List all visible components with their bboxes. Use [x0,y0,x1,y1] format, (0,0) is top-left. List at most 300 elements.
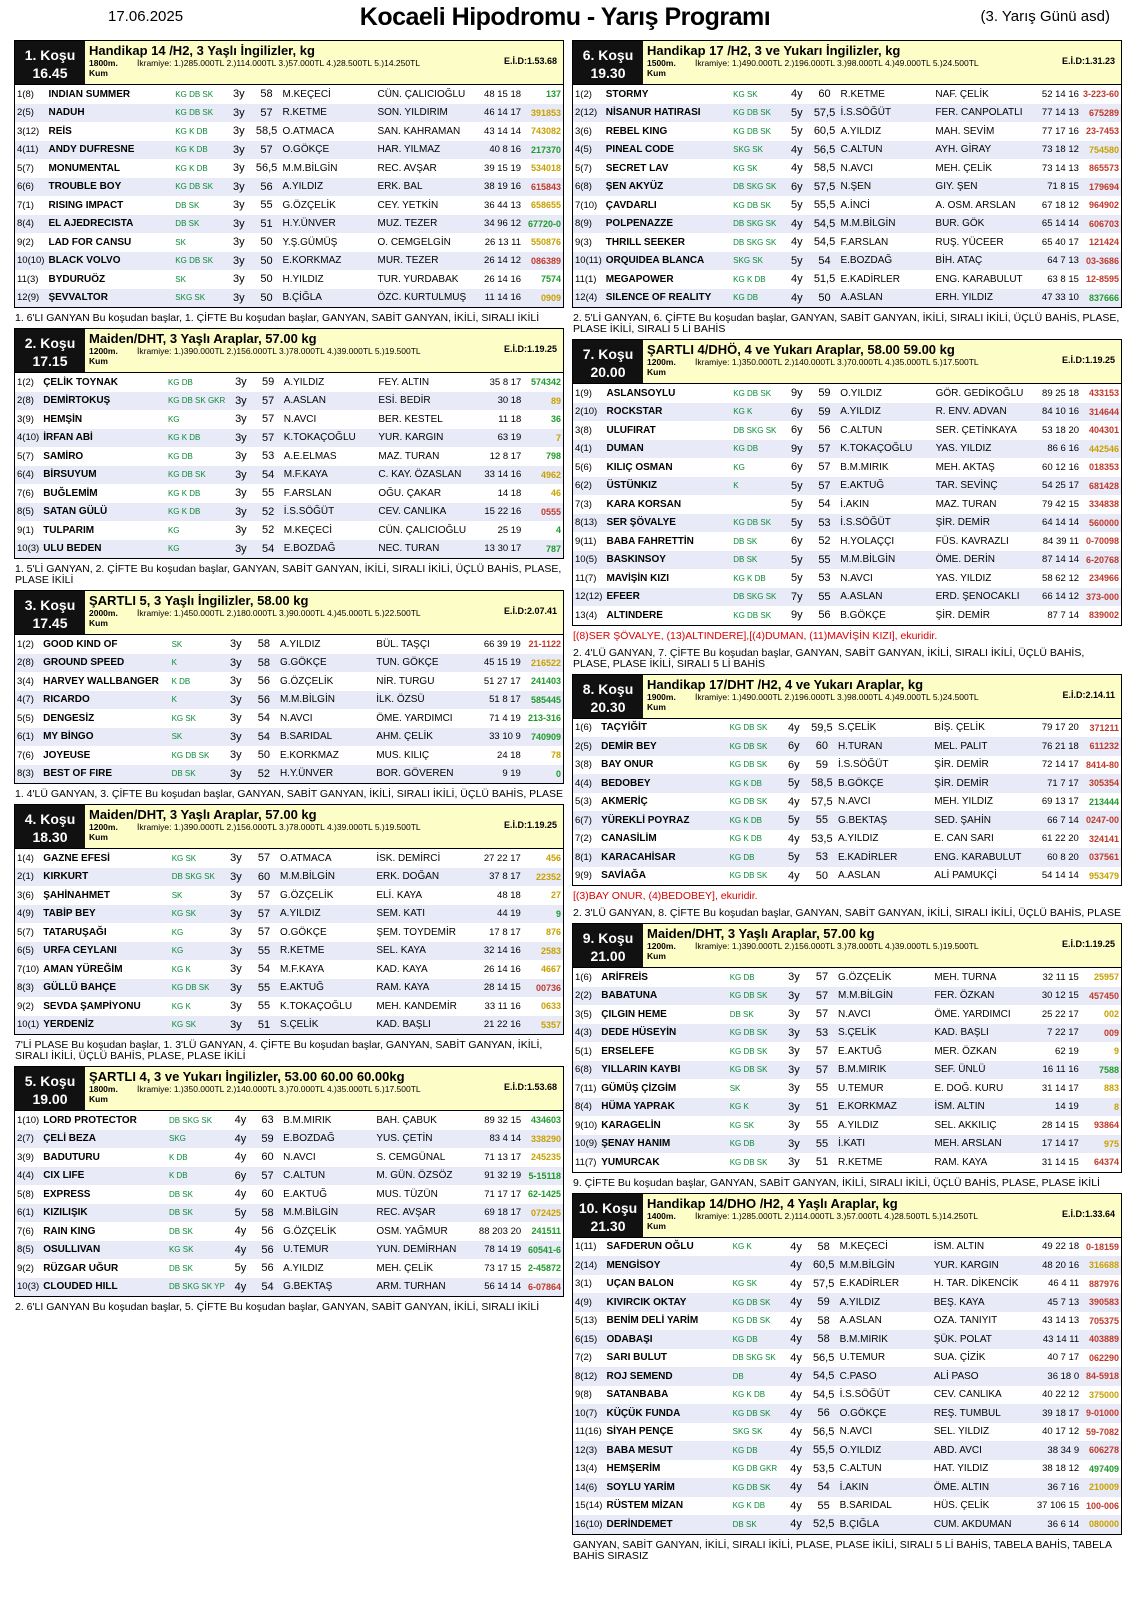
trainer: BER. KESTEL [378,413,443,425]
horse-name: BAY ONUR [601,759,654,771]
horse-name: EL AJEDRECISTA [48,218,134,230]
equipment: DB SK [732,1519,757,1529]
jockey: A.ASLAN [840,591,883,603]
page-header [0,0,1130,40]
weight: 55 [260,199,273,212]
horse-name: DENGESİZ [43,712,95,724]
equipment: KG DB SK [733,518,772,528]
entries-table [15,1111,563,1296]
last-six: 062290 [1088,1352,1119,1363]
trainer: OSM. YAĞMUR [376,1225,448,1237]
last-six: 390583 [1088,1297,1119,1308]
equipment: KG SK [171,713,197,723]
last-six: 403889 [1088,1334,1119,1345]
weight: 58 [817,1333,830,1346]
horse-age: 3y [235,450,247,463]
last-six: 4962 [540,469,561,480]
last-six: 78 [550,750,561,761]
race-prize: İkramiye: 1.)285.000TL 2.)114.000TL 3.)57.000TL 4.)28.500TL 5.)14.250TL [695,1210,979,1221]
weight: 53 [815,851,829,864]
horse-age: 3y [788,1082,800,1095]
jockey: M.M.BİLGİN [282,162,338,174]
post-number: 9(8) [575,1389,592,1401]
race-header [15,1067,563,1111]
weight: 60,5 [813,125,836,138]
form: 31 14 15 [1041,1156,1079,1168]
last-six: 433153 [1088,388,1119,399]
weight: 53 [818,572,831,585]
jockey: İ.AKIN [840,498,870,510]
horse-name: KÜÇÜK FUNDA [606,1407,681,1419]
jockey: G.ÖZÇELİK [282,199,336,211]
entries-table [573,1238,1121,1534]
trainer: İLK. ÖZSÜ [376,694,425,706]
trainer: SEL. AKKILIÇ [934,1119,997,1131]
weight: 56 [261,1262,274,1275]
trainer: ERD. ŞENOCAKLI [935,591,1020,603]
weight: 56 [818,424,831,437]
post-number: 1(8) [17,88,34,100]
last-six: 705375 [1088,1315,1119,1326]
race-block [14,328,564,559]
race-details [647,357,1117,377]
table-row [573,1238,1121,1257]
jockey: İ.S.SÖĞÜT [839,1389,891,1401]
post-number: 1(4) [17,852,34,864]
table-row [573,1404,1121,1423]
form: 45 15 19 [483,657,521,669]
table-row [573,477,1121,496]
table-row [15,466,563,485]
last-six: 550876 [530,237,561,248]
table-row [15,429,563,448]
last-six: 03-3686 [1085,255,1119,266]
table-row [15,1111,563,1130]
horse-age: 3y [229,693,242,706]
race-time: 18.30 [32,829,68,845]
horse-age: 4y [234,1114,247,1127]
form: 87 14 14 [1042,554,1080,566]
form: 61 22 20 [1041,833,1079,845]
equipment: SK [171,890,183,900]
horse-age: 3y [232,236,245,249]
horse-age: 3y [230,1018,242,1031]
equipment: KG SK [171,853,197,863]
last-six: 675289 [1088,107,1119,118]
jockey: R.KETME [838,1156,883,1168]
jockey: A.YILDIZ [838,1119,879,1131]
last-six: 22352 [535,871,561,882]
jockey: İ.S.SÖĞÜT [840,517,891,529]
equipment: KG K DB [732,1501,766,1511]
race-time: 17.45 [32,615,68,631]
equipment: KG K DB [729,834,763,844]
last-six: 0-70098 [1085,536,1119,547]
last-six: 234966 [1088,573,1119,584]
horse-name: BASKINSOY [606,554,666,566]
jockey: E.KADİRLER [839,1278,900,1290]
last-six: 179694 [1088,181,1119,192]
horse-age: 3y [230,926,242,939]
post-number: 7(6) [17,487,34,499]
equipment: KG DB SK [729,991,768,1001]
post-number: 3(1) [575,1278,592,1290]
horse-age: 4y [790,291,803,304]
horse-age: 4y [234,1132,247,1145]
horse-name: ANDY DUFRESNE [48,144,135,156]
horse-name: ROCKSTAR [606,406,663,418]
table-row [573,196,1121,215]
weight: 52,5 [812,1518,835,1531]
horse-age: 4y [790,1425,802,1438]
table-row [573,1005,1121,1024]
form: 91 32 19 [484,1170,522,1182]
race-details [89,608,559,628]
post-number: 10(9) [575,1138,598,1150]
equipment: K [733,481,739,491]
race-distance: 1500m. Kum [647,58,676,78]
form: 30 18 [497,395,522,407]
jockey: E.BOZDAĞ [840,255,893,267]
weight: 56 [261,1243,274,1256]
last-six: 245235 [530,1152,561,1163]
trainer: AYH. GİRAY [935,144,992,156]
last-six: 434603 [530,1115,561,1126]
horse-name: DERİNDEMET [606,1518,673,1530]
post-number: 9(2) [17,1262,34,1274]
table-row [573,270,1121,289]
equipment: KG [167,525,180,535]
weight: 57 [261,413,275,426]
last-six: 4667 [540,964,561,975]
form: 77 14 13 [1041,107,1079,119]
form: 84 39 11 [1042,535,1080,547]
last-six: 21-1122 [528,639,561,650]
last-six: 0633 [540,1001,561,1012]
race-title: ŞARTLI 4, 3 ve Yukarı İngilizler, 53.00 60.00 60.00kg [89,1069,405,1084]
horse-age: 3y [232,199,245,212]
horse-name: KIVIRCIK OKTAY [606,1296,687,1308]
coupled-entry-note: [(3)BAY ONUR, (4)BEDOBEY], ekuridir. [573,890,758,902]
trainer: TUR. YURDABAK [377,273,459,285]
jockey: M.KEÇECİ [283,524,333,536]
jockey: İ.S.SÖĞÜT [837,759,889,771]
jockey: A.YILDIZ [280,908,321,920]
page-title: Kocaeli Hipodromu - Yarış Programı [359,3,771,31]
horse-name: ODABAŞI [606,1333,653,1345]
table-row [15,1016,563,1035]
table-row [573,178,1121,197]
horse-age: 3y [235,394,247,407]
table-row [15,728,563,747]
form: 39 18 17 [1042,1407,1080,1419]
jockey: N.AVCI [839,1426,873,1438]
trainer: ALİ PAMUKÇİ [934,870,997,882]
race-record: E.İ.D:1.19.25 [1061,939,1115,949]
horse-age: 3y [788,1137,800,1150]
jockey: A.İNCİ [840,199,870,211]
horse-name: GÜLLÜ BAHÇE [43,982,117,994]
trainer: E. CAN SARI [934,833,994,845]
trainer: ESİ. BEDİR [378,395,431,407]
trainer: ŞİR. DEMİR [935,609,991,621]
trainer: HÜS. ÇELİK [933,1500,990,1512]
race-prize: İkramiye: 1.)490.000TL 2.)196.000TL 3.)98.000TL 4.)49.000TL 5.)24.500TL [695,691,979,702]
weight: 58 [817,1314,830,1327]
horse-name: SATANBABA [606,1389,669,1401]
jockey: M.M.BİLGİN [279,694,335,706]
post-number: 5(5) [17,712,34,724]
last-six: 002 [1103,1009,1119,1020]
horse-age: 3y [230,889,242,902]
horse-name: EFEER [606,591,640,603]
table-row [573,495,1121,514]
equipment [731,1256,783,1275]
form: 12 8 17 [489,450,522,462]
table-row [573,252,1121,271]
horse-age: 4y [790,1333,802,1346]
last-six: 086389 [530,255,561,266]
form: 28 14 15 [483,982,521,994]
trainer: BAH. ÇABUK [376,1114,437,1126]
equipment: KG DB [729,1139,755,1149]
last-six: 64374 [1093,1157,1119,1168]
race-info [643,675,1121,718]
form: 48 18 [497,889,521,901]
equipment: SKG SK [733,145,763,155]
jockey: C.ALTUN [839,1463,882,1475]
post-number: 10(5) [575,554,598,566]
horse-age: 4y [790,217,803,230]
table-row [15,979,563,998]
entries-table [573,384,1121,625]
post-number: 3(9) [17,1151,34,1163]
equipment [731,495,783,514]
program-date: 17.06.2025 [108,8,184,25]
equipment: KG [167,544,180,554]
form: 37 106 15 [1036,1500,1080,1512]
weight: 59 [815,758,829,771]
horse-name: ÇAVDARLI [605,199,657,211]
horse-name: LAD FOR CANSU [48,236,132,248]
horse-name: SARI BULUT [606,1352,668,1364]
horse-age: 6y [787,740,800,753]
weight: 58 [260,88,273,101]
horse-age: 4y [790,1481,802,1494]
trainer: E. DOĞ. KURU [934,1082,1004,1094]
horse-name: DEMİR BEY [601,740,657,752]
table-row [573,1515,1121,1534]
horse-age: 5y [790,199,803,212]
race-prize: İkramiye: 1.)390.000TL 2.)156.000TL 3.)78.000TL 4.)39.000TL 5.)19.500TL [137,346,421,356]
equipment: KG SK [733,163,758,173]
last-six: 84-5918 [1085,1371,1119,1382]
table-row [15,849,563,868]
horse-name: ÜSTÜNKIZ [606,480,658,492]
trainer: SEL. KAYA [376,945,426,957]
horse-name: KILIÇ OSMAN [606,461,673,473]
horse-name: BENİM DELİ YARİM [606,1315,699,1327]
post-number: 6(8) [575,181,592,193]
horse-age: 3y [232,162,245,175]
race-header [573,1194,1121,1238]
post-number: 7(10) [575,199,598,211]
equipment: KG SK [171,909,197,919]
horse-age: 3y [230,852,242,865]
trainer: OZA. TANIYIT [933,1315,998,1327]
post-number: 10(7) [575,1407,598,1419]
last-six: 615843 [530,181,561,192]
bet-types-note: 2. 5'Lİ GANYAN, 6. ÇİFTE Bu koşudan başlar, GANYAN, SABİT GANYAN, İKİLİ, SIRALI İKİLİ, ÜÇLÜ BAHİS, PLASE, PLASE İKİLİ, SIRALI 5 Lİ BAHİS [573,312,1120,335]
post-number: 2(5) [17,107,34,119]
table-row [573,1478,1121,1497]
table-row [15,1148,563,1167]
race-header [573,41,1121,85]
equipment: SK [171,732,183,742]
last-six: 27 [550,890,561,901]
trainer: KAD. KAYA [376,963,428,975]
jockey: M.M.BİLGİN [280,871,336,883]
horse-name: GROUND SPEED [43,657,125,669]
form: 73 18 12 [1041,144,1079,156]
post-number: 6(4) [17,469,34,481]
horse-age: 5y [791,572,803,585]
horse-age: 4y [234,1151,247,1164]
race-number-box [15,591,85,634]
last-six: 7 [555,432,561,443]
horse-age: 3y [230,981,242,994]
equipment: SKG SK [733,256,763,266]
last-six: 210009 [1088,1482,1119,1493]
equipment: KG DB [732,1334,758,1344]
equipment: KG DB [733,293,759,303]
trainer: S. CEMGÜNAL [376,1151,446,1163]
table-row [573,289,1121,308]
horse-age: 3y [230,1000,242,1013]
last-six: 457450 [1088,990,1119,1001]
table-row [15,540,563,559]
form: 54 14 14 [1041,870,1079,882]
form: 33 14 16 [484,469,522,481]
form: 32 11 15 [1042,971,1079,983]
last-six: 681428 [1088,480,1119,491]
equipment: DB SKG SK YP [168,1282,225,1292]
form: 13 30 17 [484,543,522,555]
jockey: C.ALTUN [283,1170,326,1182]
entries-table [15,849,563,1034]
last-six: 080000 [1088,1519,1119,1530]
horse-name: PINEAL CODE [605,144,674,156]
horse-age: 4y [787,832,800,845]
horse-age: 4y [790,162,803,175]
last-six: 883 [1103,1083,1119,1094]
table-row [573,85,1121,104]
last-six: 7574 [540,274,561,285]
jockey: N.AVCI [840,162,874,174]
form: 66 7 14 [1047,814,1079,826]
jockey: N.AVCI [283,1151,316,1163]
jockey: B.ÇIĞLA [839,1518,880,1530]
horse-name: TULPARIM [43,524,95,536]
trainer: ENG. KARABULUT [934,851,1022,863]
table-row [15,289,563,308]
jockey: C.ALTUN [840,144,883,156]
last-six: 6-07864 [527,1281,561,1292]
horse-age: 7y [791,590,803,603]
table-row [15,997,563,1016]
jockey: A.YILDIZ [837,833,879,845]
jockey: A.YILDIZ [283,1262,324,1274]
post-number: 2(12) [575,107,598,119]
weight: 55,5 [813,199,836,212]
race-prize: İkramiye: 1.)350.000TL 2.)140.000TL 3.)70.000TL 4.)35.000TL 5.)17.500TL [695,357,979,367]
horse-age: 3y [229,730,242,743]
race-title: Handikap 17 /H2, 3 ve Yukarı İngilizler, kg [647,43,901,58]
jockey: F.ARSLAN [840,236,889,248]
right-column [572,40,1122,1566]
horse-name: KIZILIŞIK [43,1207,88,1219]
horse-name: KIRKURT [43,871,89,883]
horse-age: 4y [234,1280,247,1293]
weight: 60 [261,1151,274,1164]
bet-types-note: 1. 6'LI GANYAN Bu koşudan başlar, 1. ÇİFTE Bu koşudan başlar, GANYAN, SABİT GANYAN, İKİLİ, SIRALI İKİLİ [15,312,540,324]
form: 7 22 17 [1047,1027,1079,1039]
horse-age: 4y [790,143,803,156]
horse-age: 6y [234,1169,247,1182]
equipment: KG DB SK [732,1482,771,1492]
coupled-entry-note: [(8)SER ŞÖVALYE, (13)ALTINDERE],[(4)DUMAN, (11)MAVİŞİN KIZI], ekuridir. [573,629,938,642]
trainer: ÖME. DERİN [935,554,996,566]
weight: 59,5 [811,721,833,734]
trainer: ERH. YILDIZ [935,292,994,304]
equipment: DB SK [733,555,758,565]
horse-age: 3y [788,1100,800,1113]
horse-age: 9y [791,442,803,455]
table-row [573,848,1121,867]
equipment: KG K DB [175,126,208,136]
trainer: SON. YILDIRIM [377,107,448,119]
horse-name: REBEL KING [605,125,668,137]
last-six: 9-01000 [1085,1408,1119,1419]
weight: 57 [257,926,271,939]
horse-age: 9y [791,609,803,622]
horse-age: 3y [788,989,800,1002]
post-number: 2(1) [17,871,34,883]
weight: 57 [815,971,829,984]
trainer: CEV. CANLIKA [933,1389,1002,1401]
post-number: 1(11) [575,1241,597,1253]
last-six: 324141 [1088,833,1119,844]
post-number: 2(8) [17,657,34,669]
bet-types-note: GANYAN, SABİT GANYAN, İKİLİ, SIRALI İKİLİ, PLASE, PLASE İKİLİ, SIRALI 5 Lİ BAHİS, TABELA BAHİS, TABELA BAHİS SIRASIZ [573,1538,1112,1562]
last-six: 316688 [1088,1260,1119,1271]
race-time: 20.00 [590,364,626,380]
equipment: DB SK [168,1208,193,1218]
horse-name: ERSELEFE [601,1045,655,1057]
horse-name: RISING IMPACT [48,199,124,211]
equipment: KG DB SK GKR [167,396,226,406]
jockey: A.YILDIZ [279,638,321,650]
race-number-box [15,1067,85,1110]
equipment: KG [733,462,745,472]
post-number: 15(14) [575,1500,603,1512]
table-row [573,774,1121,793]
post-number: 4(7) [17,694,34,706]
jockey: N.AVCI [838,1008,871,1020]
equipment: KG K DB [732,1390,766,1400]
jockey: C.ALTUN [840,424,883,436]
post-number: 6(7) [575,814,592,826]
